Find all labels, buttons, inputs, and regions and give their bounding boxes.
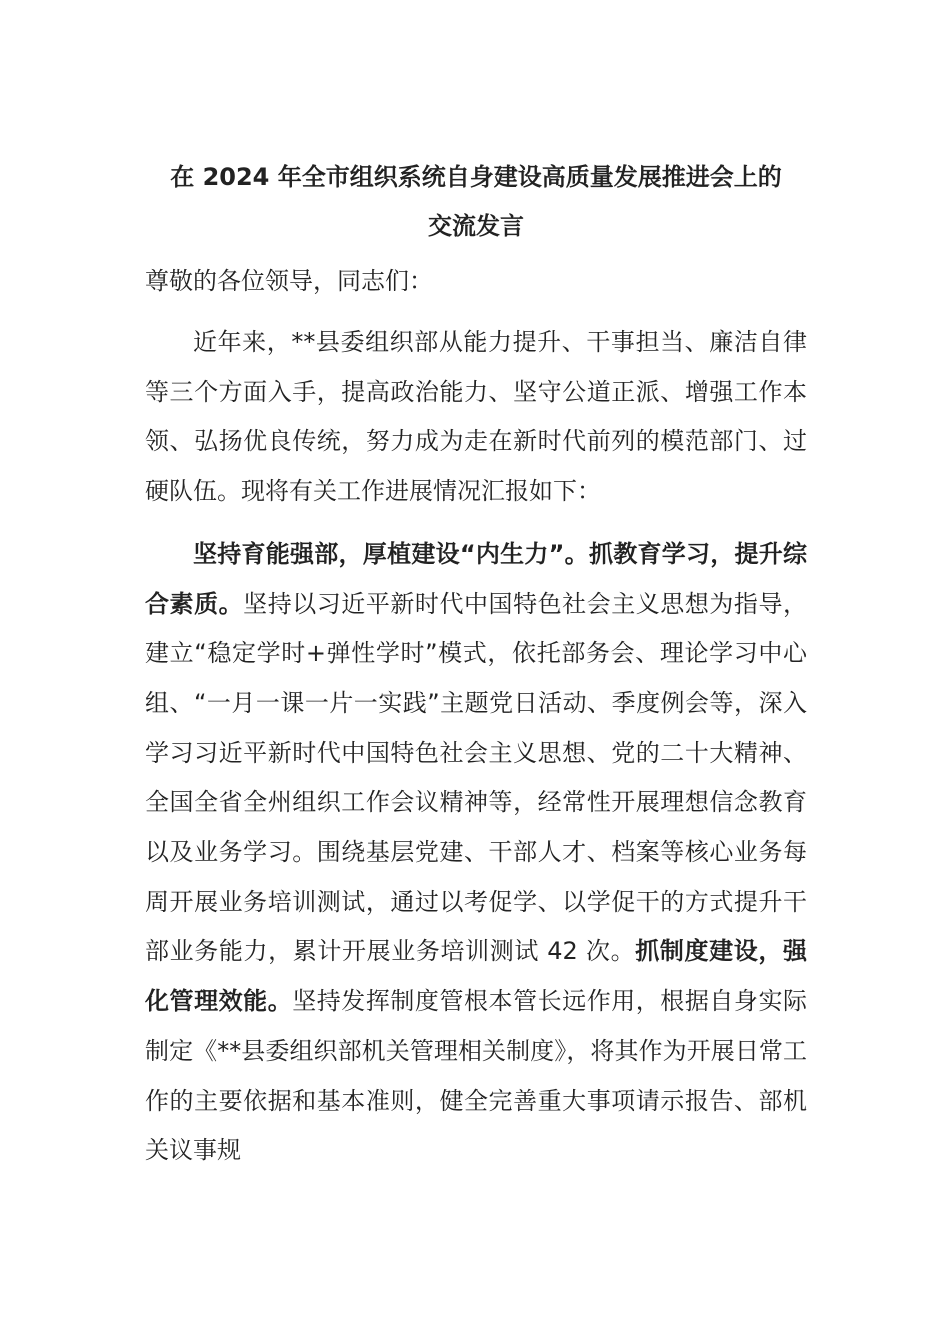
document-title [145, 153, 807, 251]
paragraph-intro: 近年来，**县委组织部从能力提升、干事担当、廉洁自律等三个方面入手，提高政治能力、坚守公道正派、增强工作本领、弘扬优良传统，努力成为走在新时代前列的模范部门、过硬队伍。现将有关工作进展情况汇报如下： [145, 328, 807, 506]
title-line-2: 交流发言 [428, 212, 524, 240]
subsection-body-1: 坚持以习近平新时代中国特色社会主义思想为指导，建立“稳定学时+弹性学时”模式，依托部务会、理论学习中心组、“一月一课一片一实践”主题党日活动、季度例会等，深入学习习近平新时代中国特色社会主义思想、党的二十大精神、全国全省全州组织工作会议精神等，经常性开展理想信念教育以及业务学习。围绕基层党建、干部人才、档案等核心业务每周开展业务培训测试，通过以考促学、以学促干的方式提升干部业务能力，累计开展业务培训测试 42 次。 [145, 589, 808, 966]
document-body [145, 153, 807, 1176]
salutation: 尊敬的各位领导，同志们： [145, 267, 433, 295]
subsection-heading-1: 抓教育学习，提升综合素质。 [145, 539, 808, 618]
subsection-body-2: 坚持发挥制度管根本管长远作用，根据自身实际制定《**县委组织部机关管理相关制度》，将其作为开展日常工作的主要依据和基本准则，健全完善重大事项请示报告、部机关议事规 [145, 987, 808, 1165]
section-heading: 坚持育能强部，厚植建设“内生力”。 [193, 539, 589, 568]
title-line-1: 在 2024 年全市组织系统自身建设高质量发展推进会上的 [170, 163, 782, 191]
subsection-heading-2: 抓制度建设，强化管理效能。 [145, 937, 808, 1016]
paragraph-section-1 [145, 530, 807, 1176]
